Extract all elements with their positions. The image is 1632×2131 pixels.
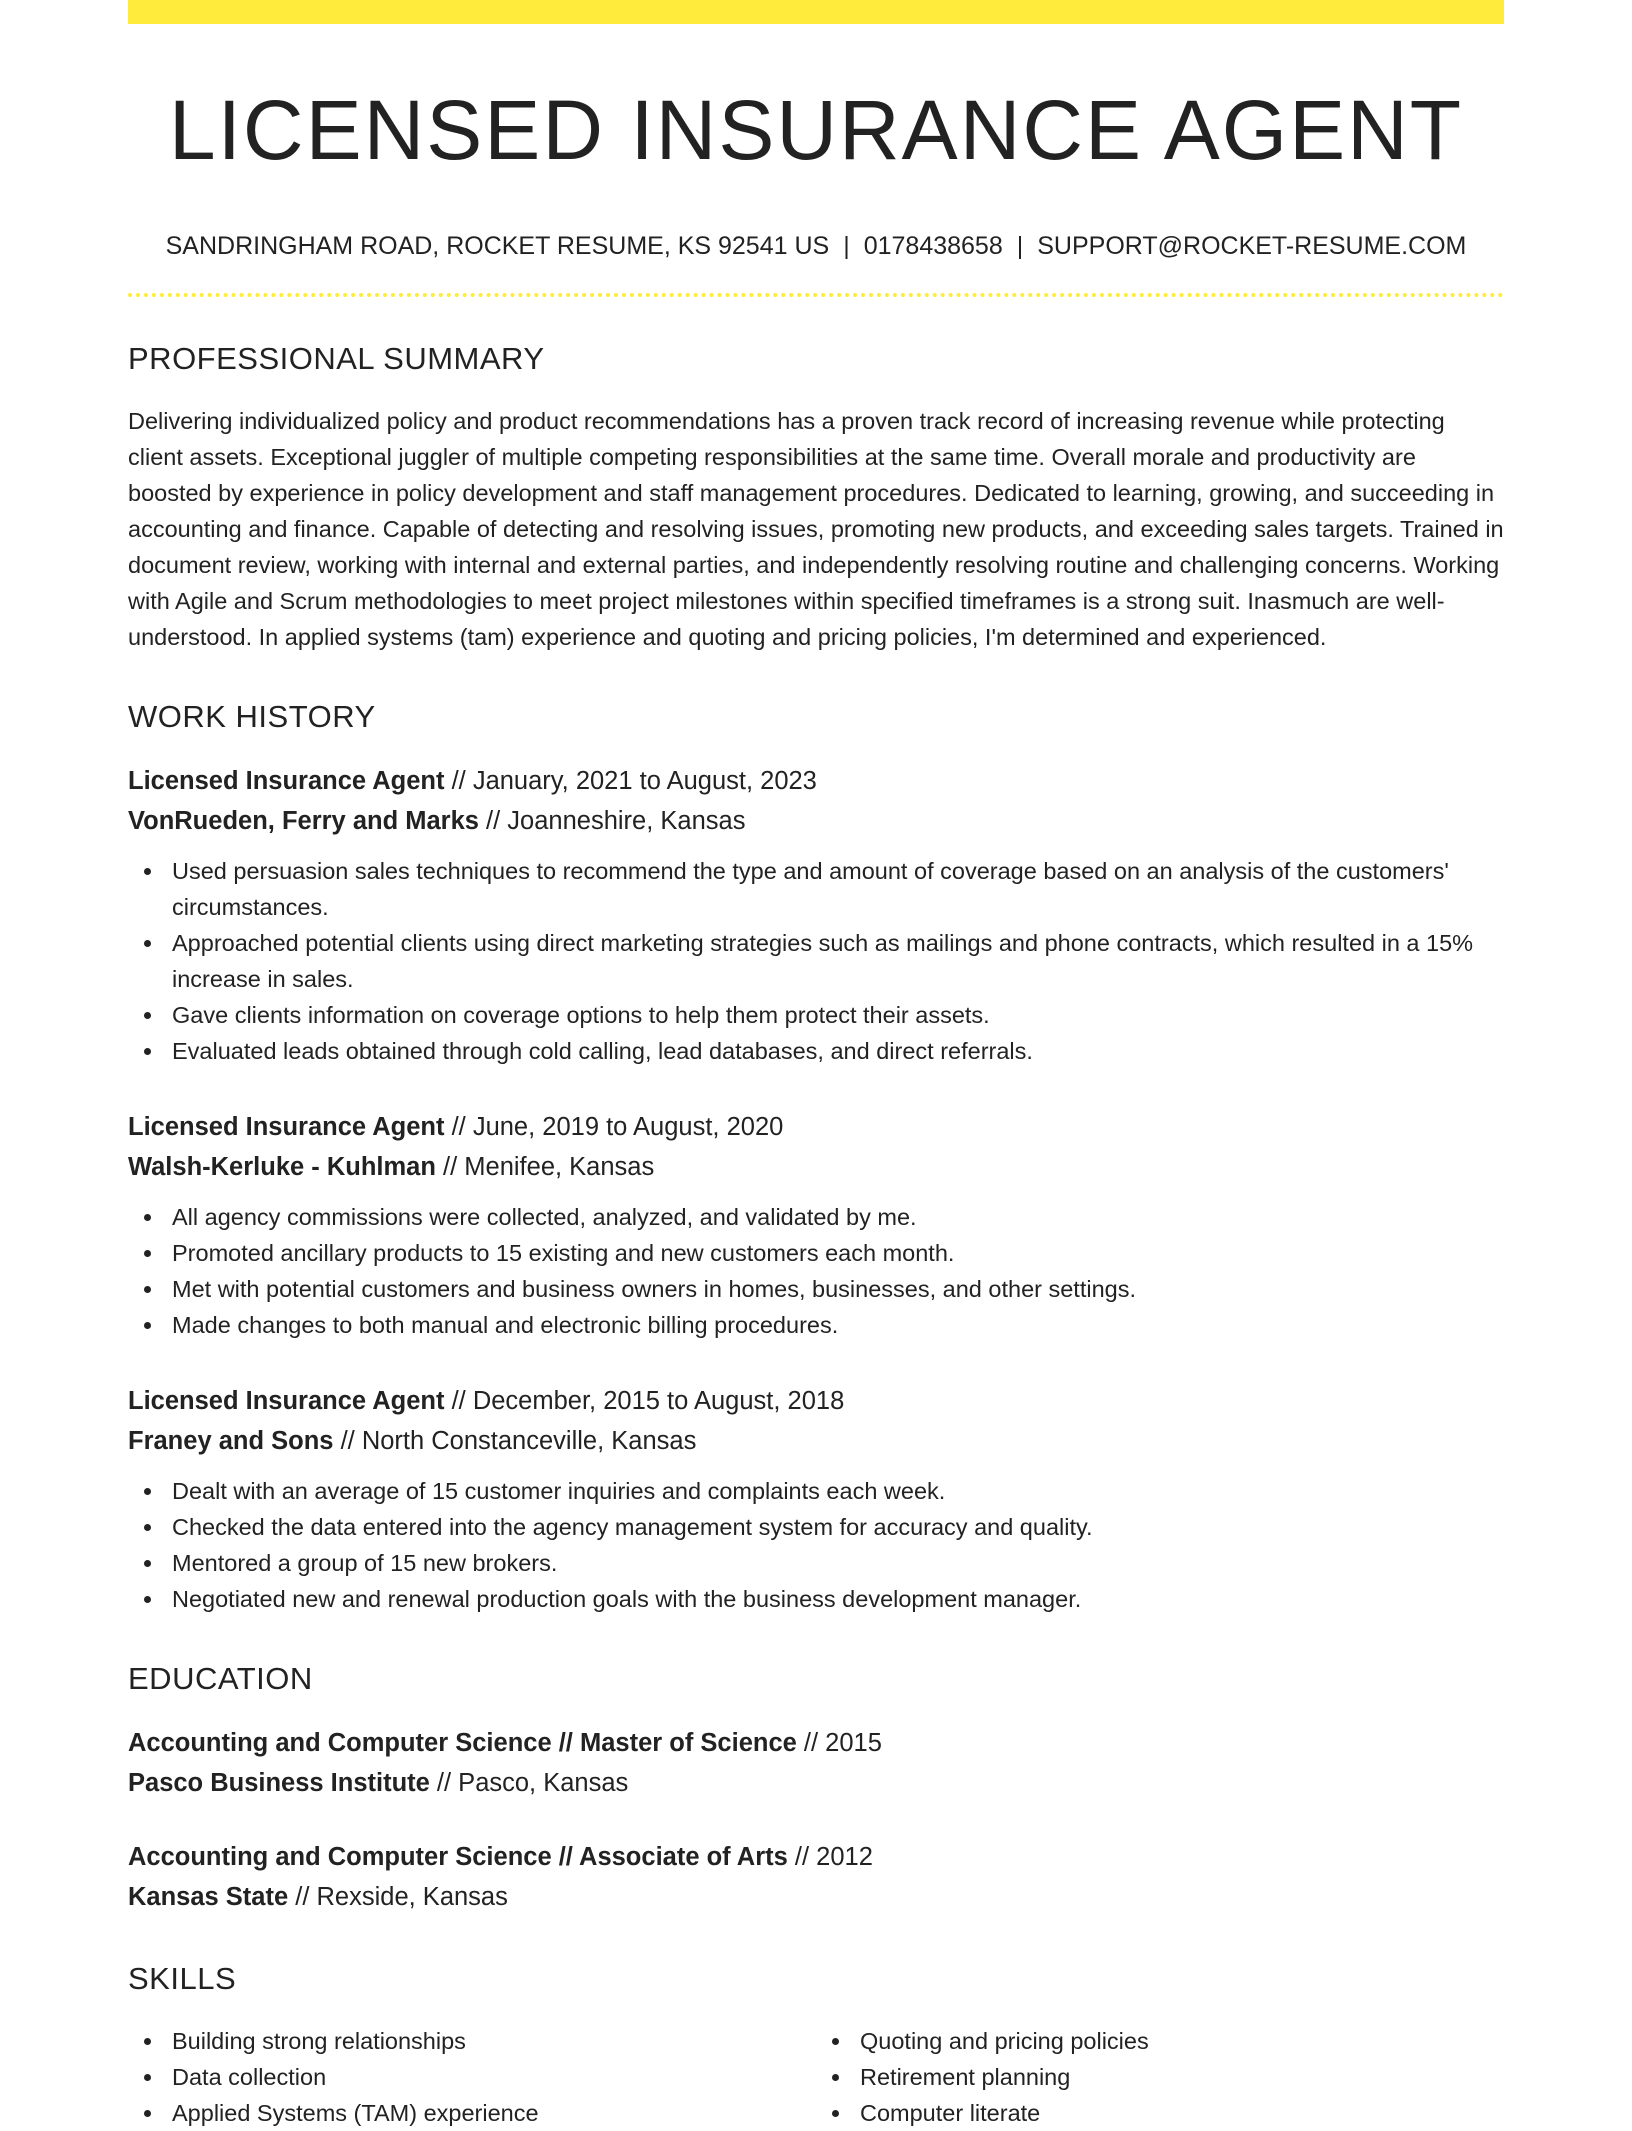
school-location: // Pasco, Kansas bbox=[429, 1769, 629, 1798]
education-entry bbox=[128, 1837, 1504, 1917]
degree-year: // 2015 bbox=[796, 1729, 882, 1758]
contact-separator: | bbox=[843, 232, 850, 261]
job-company-line bbox=[128, 1147, 1504, 1187]
degree-year: // 2012 bbox=[787, 1843, 873, 1872]
skills-column-left bbox=[128, 2023, 816, 2131]
summary-heading: PROFESSIONAL SUMMARY bbox=[128, 341, 545, 377]
resume-title: LICENSED INSURANCE AGENT bbox=[168, 83, 1464, 177]
job-entry bbox=[128, 761, 1504, 1069]
list-item: Made changes to both manual and electronic billing procedures. bbox=[128, 1307, 1504, 1343]
education-heading: EDUCATION bbox=[128, 1661, 313, 1697]
job-entry bbox=[128, 1381, 1504, 1617]
list-item: Promoted ancillary products to 15 existing and new customers each month. bbox=[128, 1235, 1504, 1271]
degree: Accounting and Computer Science // Associate of Arts bbox=[128, 1843, 788, 1872]
list-item: Gave clients information on coverage options to help them protect their assets. bbox=[128, 997, 1504, 1033]
top-accent-bar bbox=[128, 0, 1504, 24]
education-entry bbox=[128, 1723, 1504, 1803]
job-company: Franey and Sons bbox=[128, 1427, 334, 1456]
job-dates: // June, 2019 to August, 2020 bbox=[444, 1113, 784, 1142]
skills-list bbox=[128, 2023, 816, 2131]
contact-separator: | bbox=[1016, 232, 1024, 261]
job-company-line bbox=[128, 1421, 1504, 1461]
list-item: Quoting and pricing policies bbox=[816, 2023, 1504, 2059]
school-location: // Rexside, Kansas bbox=[288, 1883, 508, 1912]
contact-line bbox=[128, 232, 1504, 261]
summary-section bbox=[128, 341, 1504, 655]
list-item: Checked the data entered into the agency management system for accuracy and quality. bbox=[128, 1509, 1504, 1545]
contact-email: SUPPORT@ROCKET-RESUME.COM bbox=[1037, 232, 1467, 261]
contact-phone: 0178438658 bbox=[863, 232, 1003, 261]
job-bullets bbox=[128, 1473, 1504, 1617]
job-company-line bbox=[128, 801, 1504, 841]
resume-page bbox=[128, 0, 1504, 2127]
job-title: Licensed Insurance Agent bbox=[128, 1387, 445, 1416]
skills-list bbox=[816, 2023, 1504, 2131]
contact-address: SANDRINGHAM ROAD, ROCKET RESUME, KS 92541 US bbox=[165, 232, 830, 261]
list-item: Approached potential clients using direct marketing strategies such as mailings and phone contracts, which resulted in a 15% increase in sales. bbox=[128, 925, 1504, 997]
job-title-line bbox=[128, 1381, 1504, 1421]
job-title: Licensed Insurance Agent bbox=[128, 767, 445, 796]
list-item: Dealt with an average of 15 customer inquiries and complaints each week. bbox=[128, 1473, 1504, 1509]
job-entry bbox=[128, 1107, 1504, 1343]
skills-column-right bbox=[816, 2023, 1504, 2131]
list-item: Negotiated new and renewal production goals with the business development manager. bbox=[128, 1581, 1504, 1617]
summary-text: Delivering individualized policy and product recommendations has a proven track record of increasing revenue while protecting client assets. Exceptional juggler of multiple competing responsibilities at the same time. Overall morale and productivity are boosted by experience in policy development and staff management procedures. Dedicated to learning, growing, and succeeding in accounting and finance. Capable of detecting and resolving issues, promoting new products, and exceeding sales targets. Trained in document review, working with internal and external parties, and independently resolving routine and challenging concerns. Working with Agile and Scrum methodologies to meet project milestones within specified timeframes is a strong suit. Inasmuch are well-understood. In applied systems (tam) experience and quoting and pricing policies, I'm determined and experienced. bbox=[128, 408, 1504, 651]
school: Pasco Business Institute bbox=[128, 1769, 430, 1798]
work-history-section bbox=[128, 699, 1504, 1617]
work-history-heading: WORK HISTORY bbox=[128, 699, 376, 735]
dotted-divider bbox=[128, 293, 1504, 297]
skills-columns bbox=[128, 2023, 1504, 2131]
job-location: // Joanneshire, Kansas bbox=[478, 807, 746, 836]
skills-heading: SKILLS bbox=[128, 1961, 237, 1997]
school-line bbox=[128, 1877, 1504, 1917]
job-location: // North Constanceville, Kansas bbox=[333, 1427, 697, 1456]
list-item: Retirement planning bbox=[816, 2059, 1504, 2095]
degree-line bbox=[128, 1723, 1504, 1763]
job-title: Licensed Insurance Agent bbox=[128, 1113, 445, 1142]
education-section bbox=[128, 1661, 1504, 1917]
job-bullets bbox=[128, 853, 1504, 1069]
school: Kansas State bbox=[128, 1883, 289, 1912]
job-dates: // January, 2021 to August, 2023 bbox=[444, 767, 817, 796]
job-title-line bbox=[128, 1107, 1504, 1147]
job-location: // Menifee, Kansas bbox=[435, 1153, 655, 1182]
list-item: Mentored a group of 15 new brokers. bbox=[128, 1545, 1504, 1581]
list-item: Applied Systems (TAM) experience bbox=[128, 2095, 816, 2131]
school-line bbox=[128, 1763, 1504, 1803]
list-item: Used persuasion sales techniques to recommend the type and amount of coverage based on an analysis of the customers' circumstances. bbox=[128, 853, 1504, 925]
job-company: VonRueden, Ferry and Marks bbox=[128, 807, 479, 836]
list-item: Met with potential customers and business owners in homes, businesses, and other settings. bbox=[128, 1271, 1504, 1307]
list-item: All agency commissions were collected, analyzed, and validated by me. bbox=[128, 1199, 1504, 1235]
degree: Accounting and Computer Science // Master of Science bbox=[128, 1729, 797, 1758]
job-company: Walsh-Kerluke - Kuhlman bbox=[128, 1153, 436, 1182]
job-bullets bbox=[128, 1199, 1504, 1343]
list-item: Data collection bbox=[128, 2059, 816, 2095]
list-item: Computer literate bbox=[816, 2095, 1504, 2131]
job-title-line bbox=[128, 761, 1504, 801]
list-item: Evaluated leads obtained through cold calling, lead databases, and direct referrals. bbox=[128, 1033, 1504, 1069]
skills-section bbox=[128, 1961, 1504, 2131]
job-dates: // December, 2015 to August, 2018 bbox=[444, 1387, 845, 1416]
degree-line bbox=[128, 1837, 1504, 1877]
list-item: Building strong relationships bbox=[128, 2023, 816, 2059]
